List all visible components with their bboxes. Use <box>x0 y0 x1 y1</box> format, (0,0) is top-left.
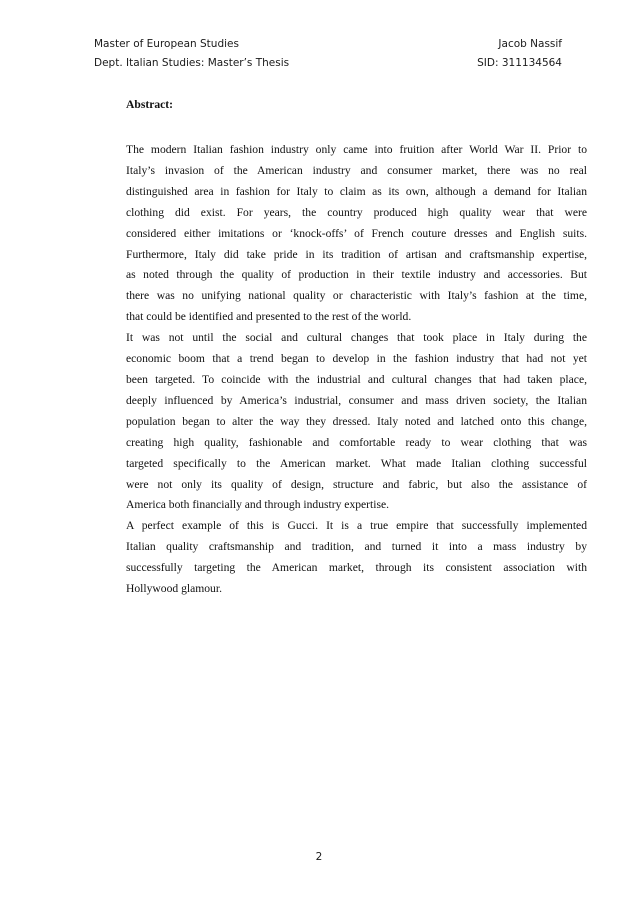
header-department: Dept. Italian Studies: Master’s Thesis <box>94 57 290 69</box>
paragraph-line: that could be identified and presented to the rest of the world. <box>126 310 412 324</box>
abstract-paragraph-3 <box>126 516 587 600</box>
header-row-1 <box>94 35 562 54</box>
paragraph-line: successfully targeting the American market, through its consistent association with <box>126 561 587 575</box>
header-student-id: SID: 311134564 <box>477 57 562 69</box>
paragraph-line: Italian quality craftsmanship and tradition, and turned it into a mass industry by <box>126 540 587 554</box>
header-program: Master of European Studies <box>94 38 239 50</box>
paragraph-line: America both financially and through industry expertise. <box>126 498 390 512</box>
paragraph-line: considered either imitations or ‘knock-offs’ of French couture dresses and English suits. <box>126 226 587 240</box>
page-header <box>94 35 562 73</box>
paragraph-line: distinguished area in fashion for Italy to claim as its own, although a demand for Italian <box>126 184 587 198</box>
header-author: Jacob Nassif <box>498 38 562 50</box>
paragraph-line: economic boom that a trend began to develop in the fashion industry that had not yet <box>126 352 587 366</box>
paragraph-line: A perfect example of this is Gucci. It is a true empire that successfully implemented <box>126 519 587 533</box>
header-row-2 <box>94 54 562 73</box>
paragraph-line: targeted specifically to the American market. What made Italian clothing successful <box>126 456 587 470</box>
paragraph-line: Hollywood glamour. <box>126 582 222 596</box>
paragraph-line: The modern Italian fashion industry only came into fruition after World War II. Prior to <box>126 143 587 156</box>
paragraph-line: Furthermore, Italy did take pride in its tradition of artisan and craftsmanship expertise, <box>126 247 587 261</box>
paragraph-line: there was no unifying national quality or characteristic with Italy’s fashion at the time, <box>126 289 587 303</box>
paragraph-line: been targeted. To coincide with the industrial and cultural changes that had taken place, <box>126 372 587 386</box>
paragraph-line: Italy’s invasion of the American industry and consumer market, there was no real <box>126 163 587 177</box>
abstract-paragraph-2 <box>126 328 587 516</box>
paragraph-line: creating high quality, fashionable and comfortable ready to wear clothing that was <box>126 435 587 449</box>
paragraph-line: clothing did exist. For years, the country produced high quality wear that were <box>126 205 587 219</box>
abstract-paragraph-1 <box>126 140 587 328</box>
paragraph-line: It was not until the social and cultural changes that took place in Italy during the <box>126 331 587 345</box>
paragraph-line: as noted through the quality of production in their textile industry and accessories. But <box>126 268 587 282</box>
paragraph-line: population began to alter the way they dressed. Italy noted and latched onto this change, <box>126 414 587 428</box>
paragraph-line: were not only its quality of design, structure and fabric, but also the assistance of <box>126 477 587 491</box>
abstract-section <box>126 99 587 600</box>
abstract-heading: Abstract: <box>126 98 174 111</box>
paragraph-line: deeply influenced by America’s industrial, consumer and mass driven society, the Italian <box>126 393 587 407</box>
page-number: 2 <box>315 851 323 863</box>
